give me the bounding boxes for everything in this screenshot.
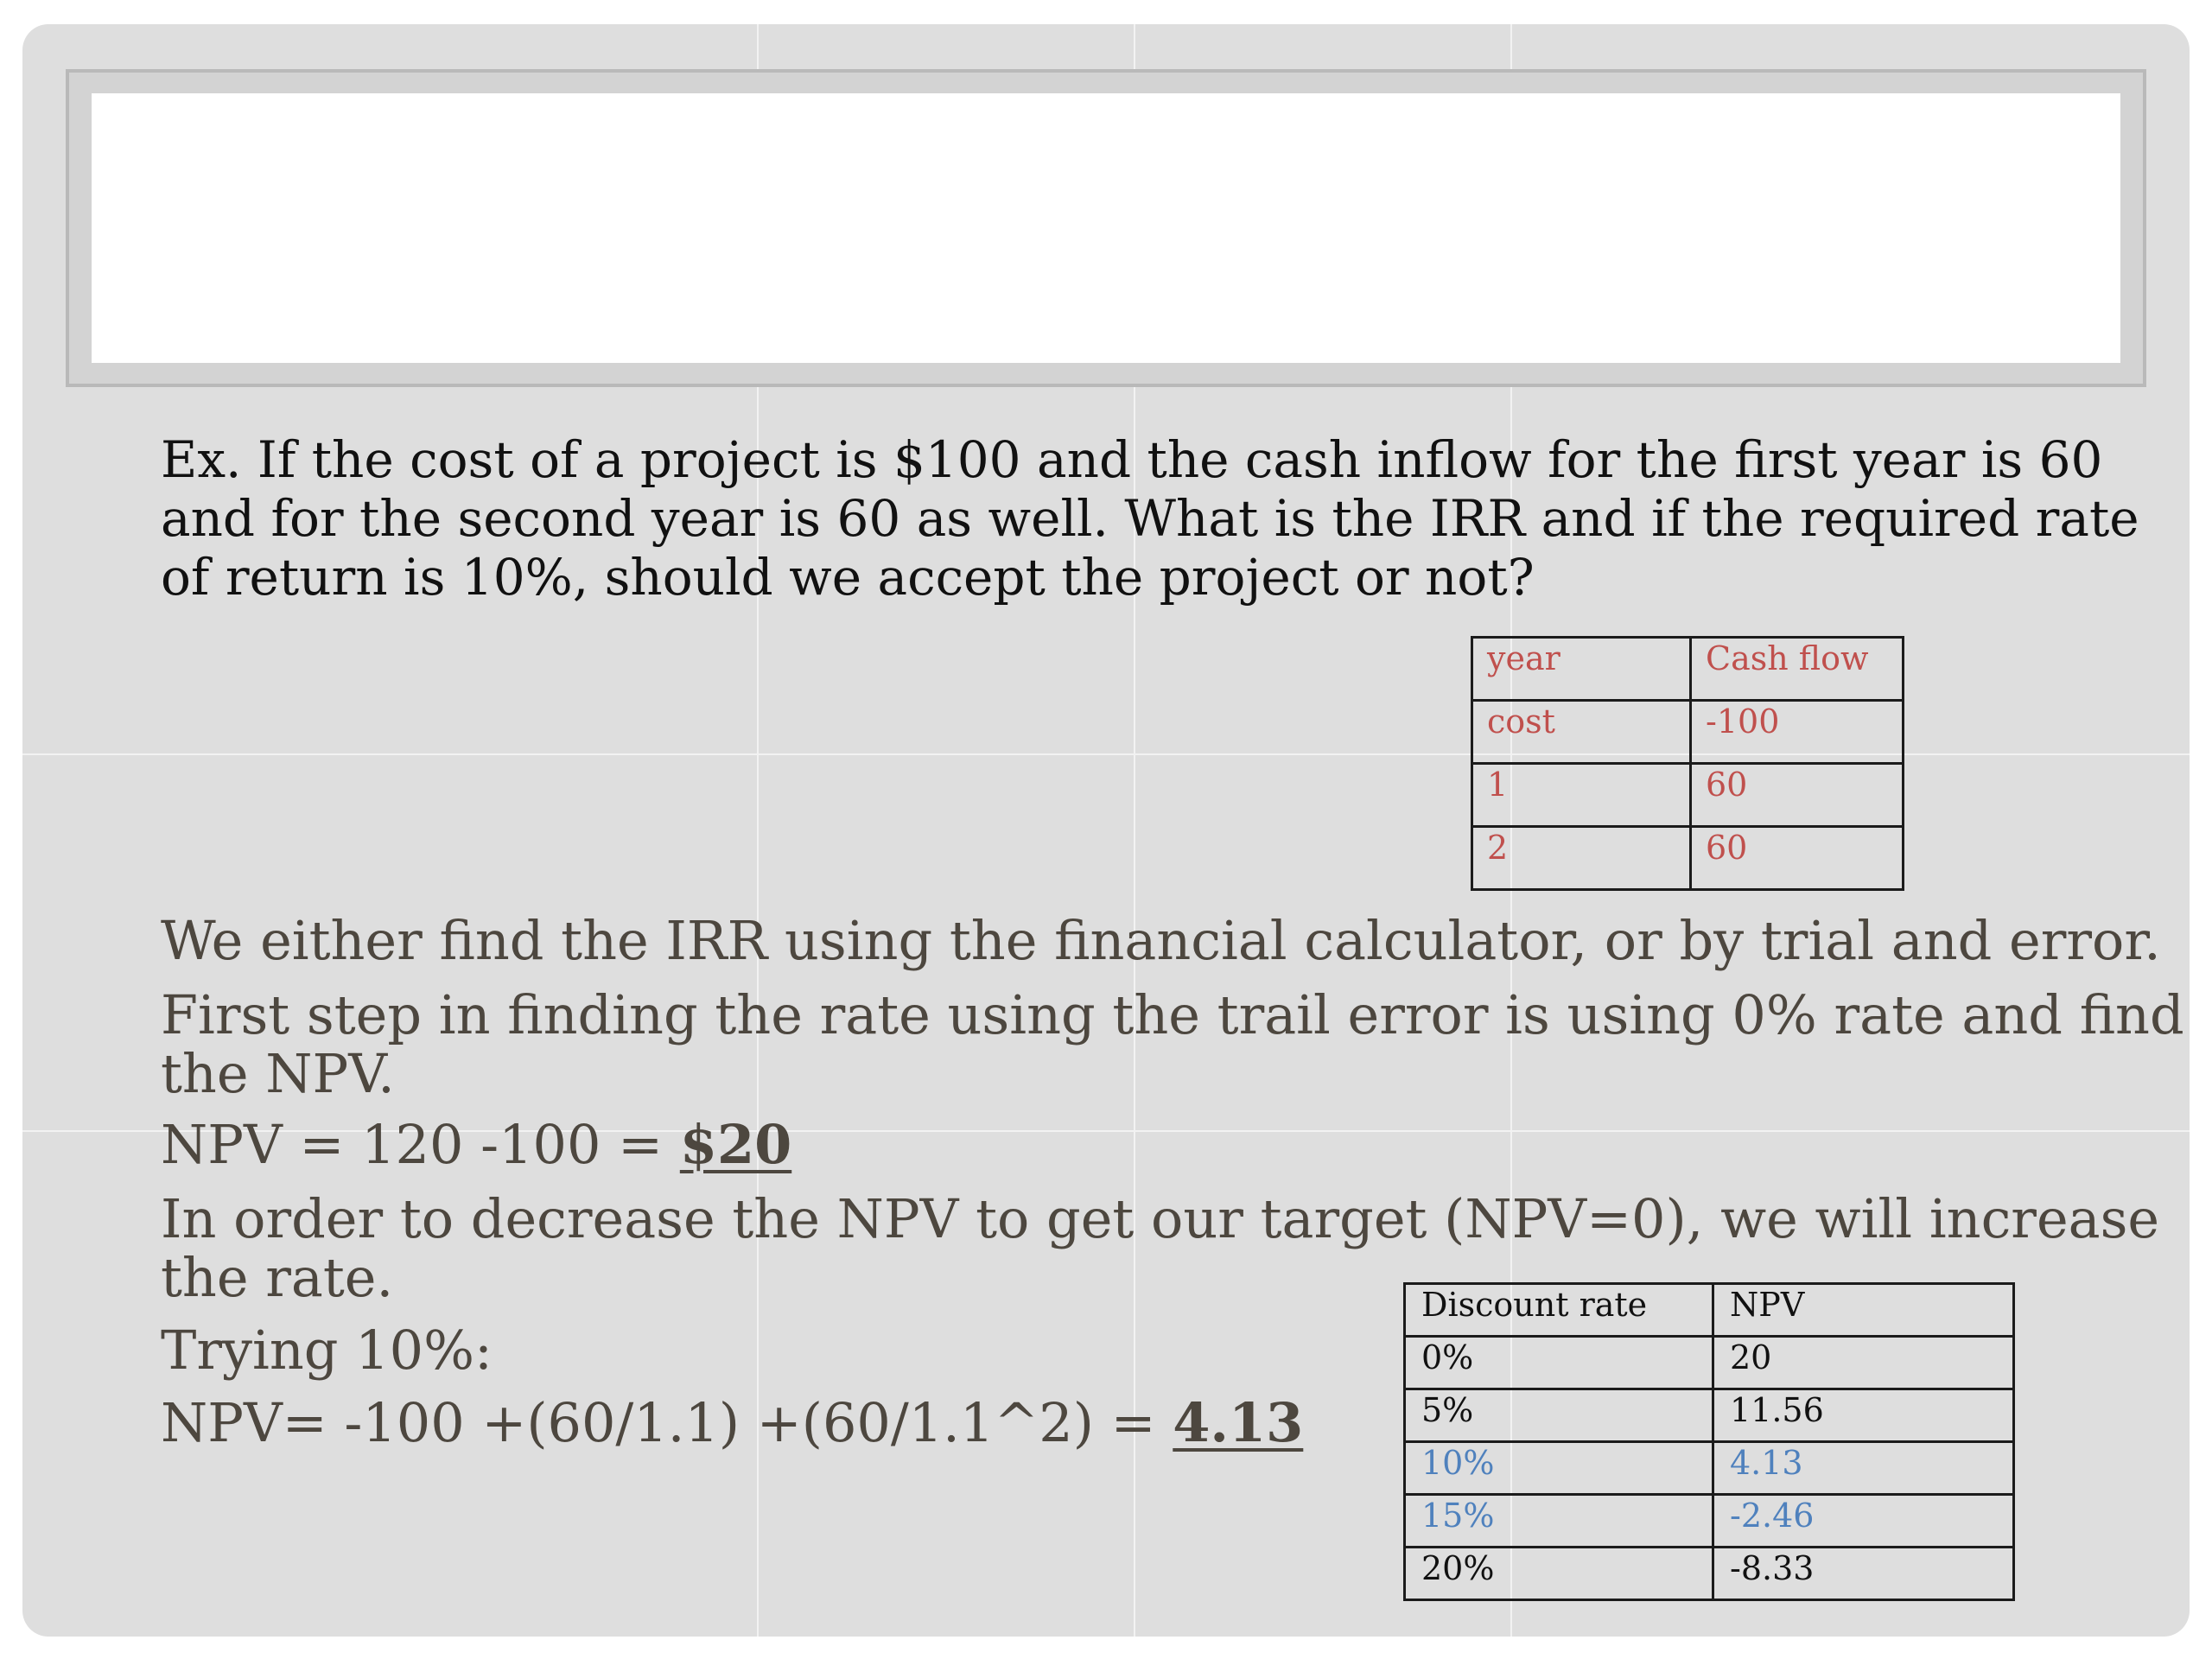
question-text: Ex. If the cost of a project is $100 and the cash inflow for the first year is 60 and for the second year is 60 as well. What is the IRR and if the required rate of return is 10%, should we accept the project or not? xyxy=(161,430,2139,607)
table-header-row xyxy=(1472,638,1904,701)
title-area xyxy=(92,93,2120,363)
table-header-row xyxy=(1405,1284,2014,1337)
body-line-increase-rate: In order to decrease the NPV to get our target (NPV=0), we will increase xyxy=(161,1187,2160,1250)
table-row-highlighted xyxy=(1405,1442,2014,1495)
table-cell: 20 xyxy=(1713,1337,2014,1389)
npv-zero-formula: NPV = 120 -100 = xyxy=(161,1113,680,1176)
body-line-increase-rate-cont: the rate. xyxy=(161,1246,394,1309)
table-header-cell: Discount rate xyxy=(1405,1284,1713,1337)
table-row xyxy=(1472,827,1904,890)
table-row xyxy=(1405,1548,2014,1600)
table-row xyxy=(1472,701,1904,764)
body-line-irr-method: We either find the IRR using the financial calculator, or by trial and error. xyxy=(161,909,2161,972)
npv-zero-result: $20 xyxy=(679,1113,792,1176)
table-cell: 15% xyxy=(1405,1495,1713,1548)
table-cell: 0% xyxy=(1405,1337,1713,1389)
table-cell: 4.13 xyxy=(1713,1442,2014,1495)
table-header-cell: year xyxy=(1472,638,1691,701)
body-line-trying: Trying 10%: xyxy=(161,1319,493,1382)
table-cell: -8.33 xyxy=(1713,1548,2014,1600)
table-header-cell: NPV xyxy=(1713,1284,2014,1337)
npv-ten-line xyxy=(161,1393,1303,1453)
table-row xyxy=(1405,1389,2014,1442)
table-cell: 60 xyxy=(1691,764,1904,827)
body-line-first-step-cont: the NPV. xyxy=(161,1042,395,1105)
cash-flow-table xyxy=(1471,636,1904,891)
table-cell: 2 xyxy=(1472,827,1691,890)
table-row xyxy=(1472,764,1904,827)
table-cell: 1 xyxy=(1472,764,1691,827)
table-cell: cost xyxy=(1472,701,1691,764)
npv-table xyxy=(1403,1282,2015,1601)
body-line-first-step: First step in finding the rate using the trail error is using 0% rate and find xyxy=(161,983,2184,1046)
table-cell: 10% xyxy=(1405,1442,1713,1495)
npv-ten-formula: NPV= -100 +(60/1.1) +(60/1.1^2) = xyxy=(161,1391,1173,1454)
table-cell: 60 xyxy=(1691,827,1904,890)
npv-ten-result: 4.13 xyxy=(1173,1391,1304,1454)
table-cell: -100 xyxy=(1691,701,1904,764)
table-cell: -2.46 xyxy=(1713,1495,2014,1548)
title-placeholder xyxy=(66,69,2146,387)
table-row-highlighted xyxy=(1405,1495,2014,1548)
table-cell: 11.56 xyxy=(1713,1389,2014,1442)
table-header-cell: Cash flow xyxy=(1691,638,1904,701)
table-cell: 5% xyxy=(1405,1389,1713,1442)
table-row xyxy=(1405,1337,2014,1389)
table-cell: 20% xyxy=(1405,1548,1713,1600)
npv-zero-line xyxy=(161,1115,791,1175)
slide xyxy=(22,24,2190,1637)
